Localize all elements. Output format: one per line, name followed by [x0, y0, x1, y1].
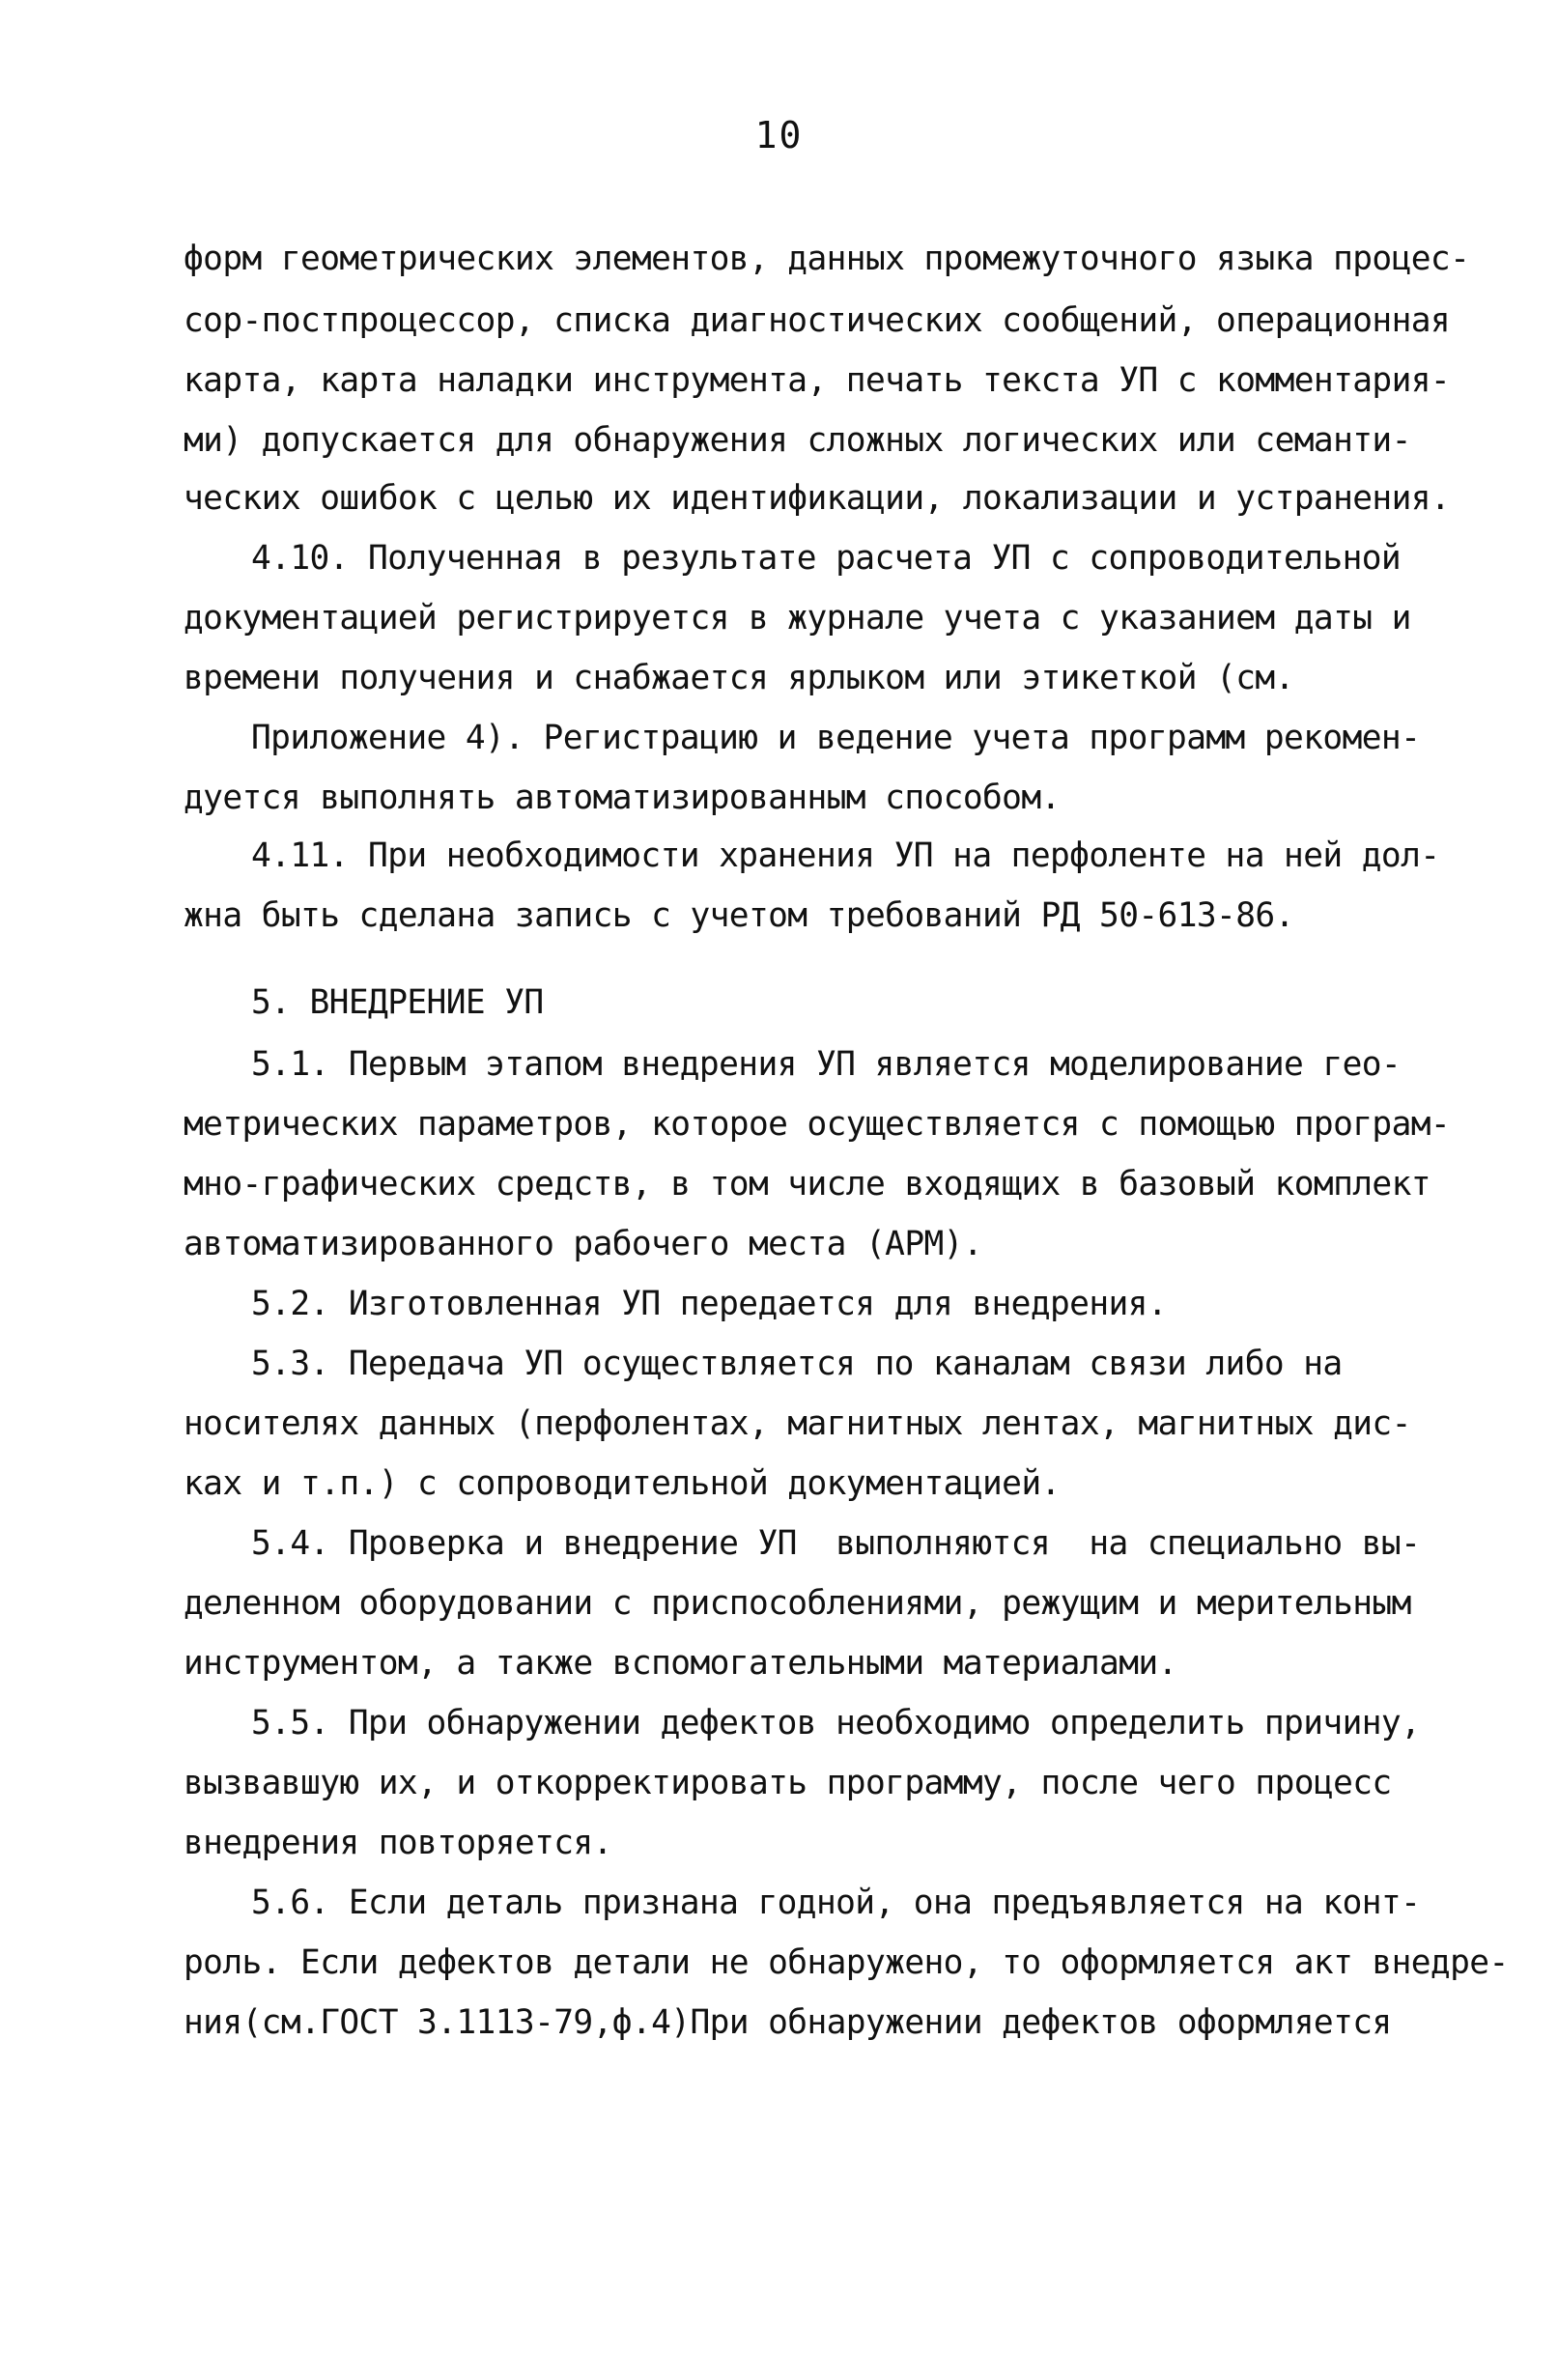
text-line: 5.1. Первым этапом внедрения УП является моделирование гео-	[251, 1045, 1402, 1084]
text-line: инструментом, а также вспомогательными материалами.	[184, 1644, 1177, 1683]
text-line: 5.3. Передача УП осуществляется по каналам связи либо на	[251, 1345, 1343, 1383]
text-line: внедрения повторяется.	[184, 1824, 612, 1862]
text-line: автоматизированного рабочего места (АРМ).	[184, 1225, 983, 1263]
section-heading: 5. ВНЕДРЕНИЕ УП	[251, 983, 544, 1022]
text-line: дуется выполнять автоматизированным способом.	[184, 779, 1061, 817]
text-line: ния(см.ГОСТ 3.1113-79,ф.4)При обнаружении дефектов оформляется	[184, 2003, 1392, 2042]
text-line: деленном оборудовании с приспособлениями, режущим и мерительным	[184, 1584, 1411, 1623]
text-line: роль. Если дефектов детали не обнаружено, то оформляется акт внедре-	[184, 1943, 1509, 1982]
text-line: 5.2. Изготовленная УП передается для внедрения.	[251, 1285, 1168, 1323]
text-line: вызвавшую их, и откорректировать программу, после чего процесс	[184, 1764, 1392, 1802]
text-line: форм геометрических элементов, данных промежуточного языка процес-	[184, 240, 1470, 278]
text-line: документацией регистрируется в журнале учета с указанием даты и	[184, 599, 1411, 638]
text-line: времени получения и снабжается ярлыком или этикеткой (см.	[184, 659, 1294, 697]
text-line: 5.6. Если деталь признана годной, она предъявляется на конт-	[251, 1884, 1421, 1922]
text-line: ми) допускается для обнаружения сложных логических или семанти-	[184, 421, 1411, 460]
text-line: 4.10. Полученная в результате расчета УП с сопроводительной	[251, 539, 1402, 578]
text-line: Приложение 4). Регистрацию и ведение учета программ рекомен-	[251, 719, 1421, 757]
text-line: метрических параметров, которое осуществляется с помощью програм-	[184, 1105, 1451, 1144]
text-line: карта, карта наладки инструмента, печать текста УП с комментария-	[184, 361, 1451, 400]
text-line: носителях данных (перфолентах, магнитных лентах, магнитных дис-	[184, 1404, 1411, 1443]
text-line: ческих ошибок с целью их идентификации, локализации и устранения.	[184, 479, 1451, 518]
text-line: мно-графических средств, в том числе входящих в базовый комплект	[184, 1165, 1431, 1204]
page-number: 10	[754, 114, 804, 156]
text-line: ках и т.п.) с сопроводительной документацией.	[184, 1464, 1061, 1503]
text-line: жна быть сделана запись с учетом требований РД 50-613-86.	[184, 896, 1294, 935]
text-line: сор-постпроцессор, списка диагностических сообщений, операционная	[184, 301, 1451, 340]
text-line: 5.4. Проверка и внедрение УП выполняются на специально вы-	[251, 1524, 1421, 1563]
text-line: 4.11. При необходимости хранения УП на перфоленте на ней дол-	[251, 836, 1440, 875]
text-line: 5.5. При обнаружении дефектов необходимо определить причину,	[251, 1704, 1421, 1742]
